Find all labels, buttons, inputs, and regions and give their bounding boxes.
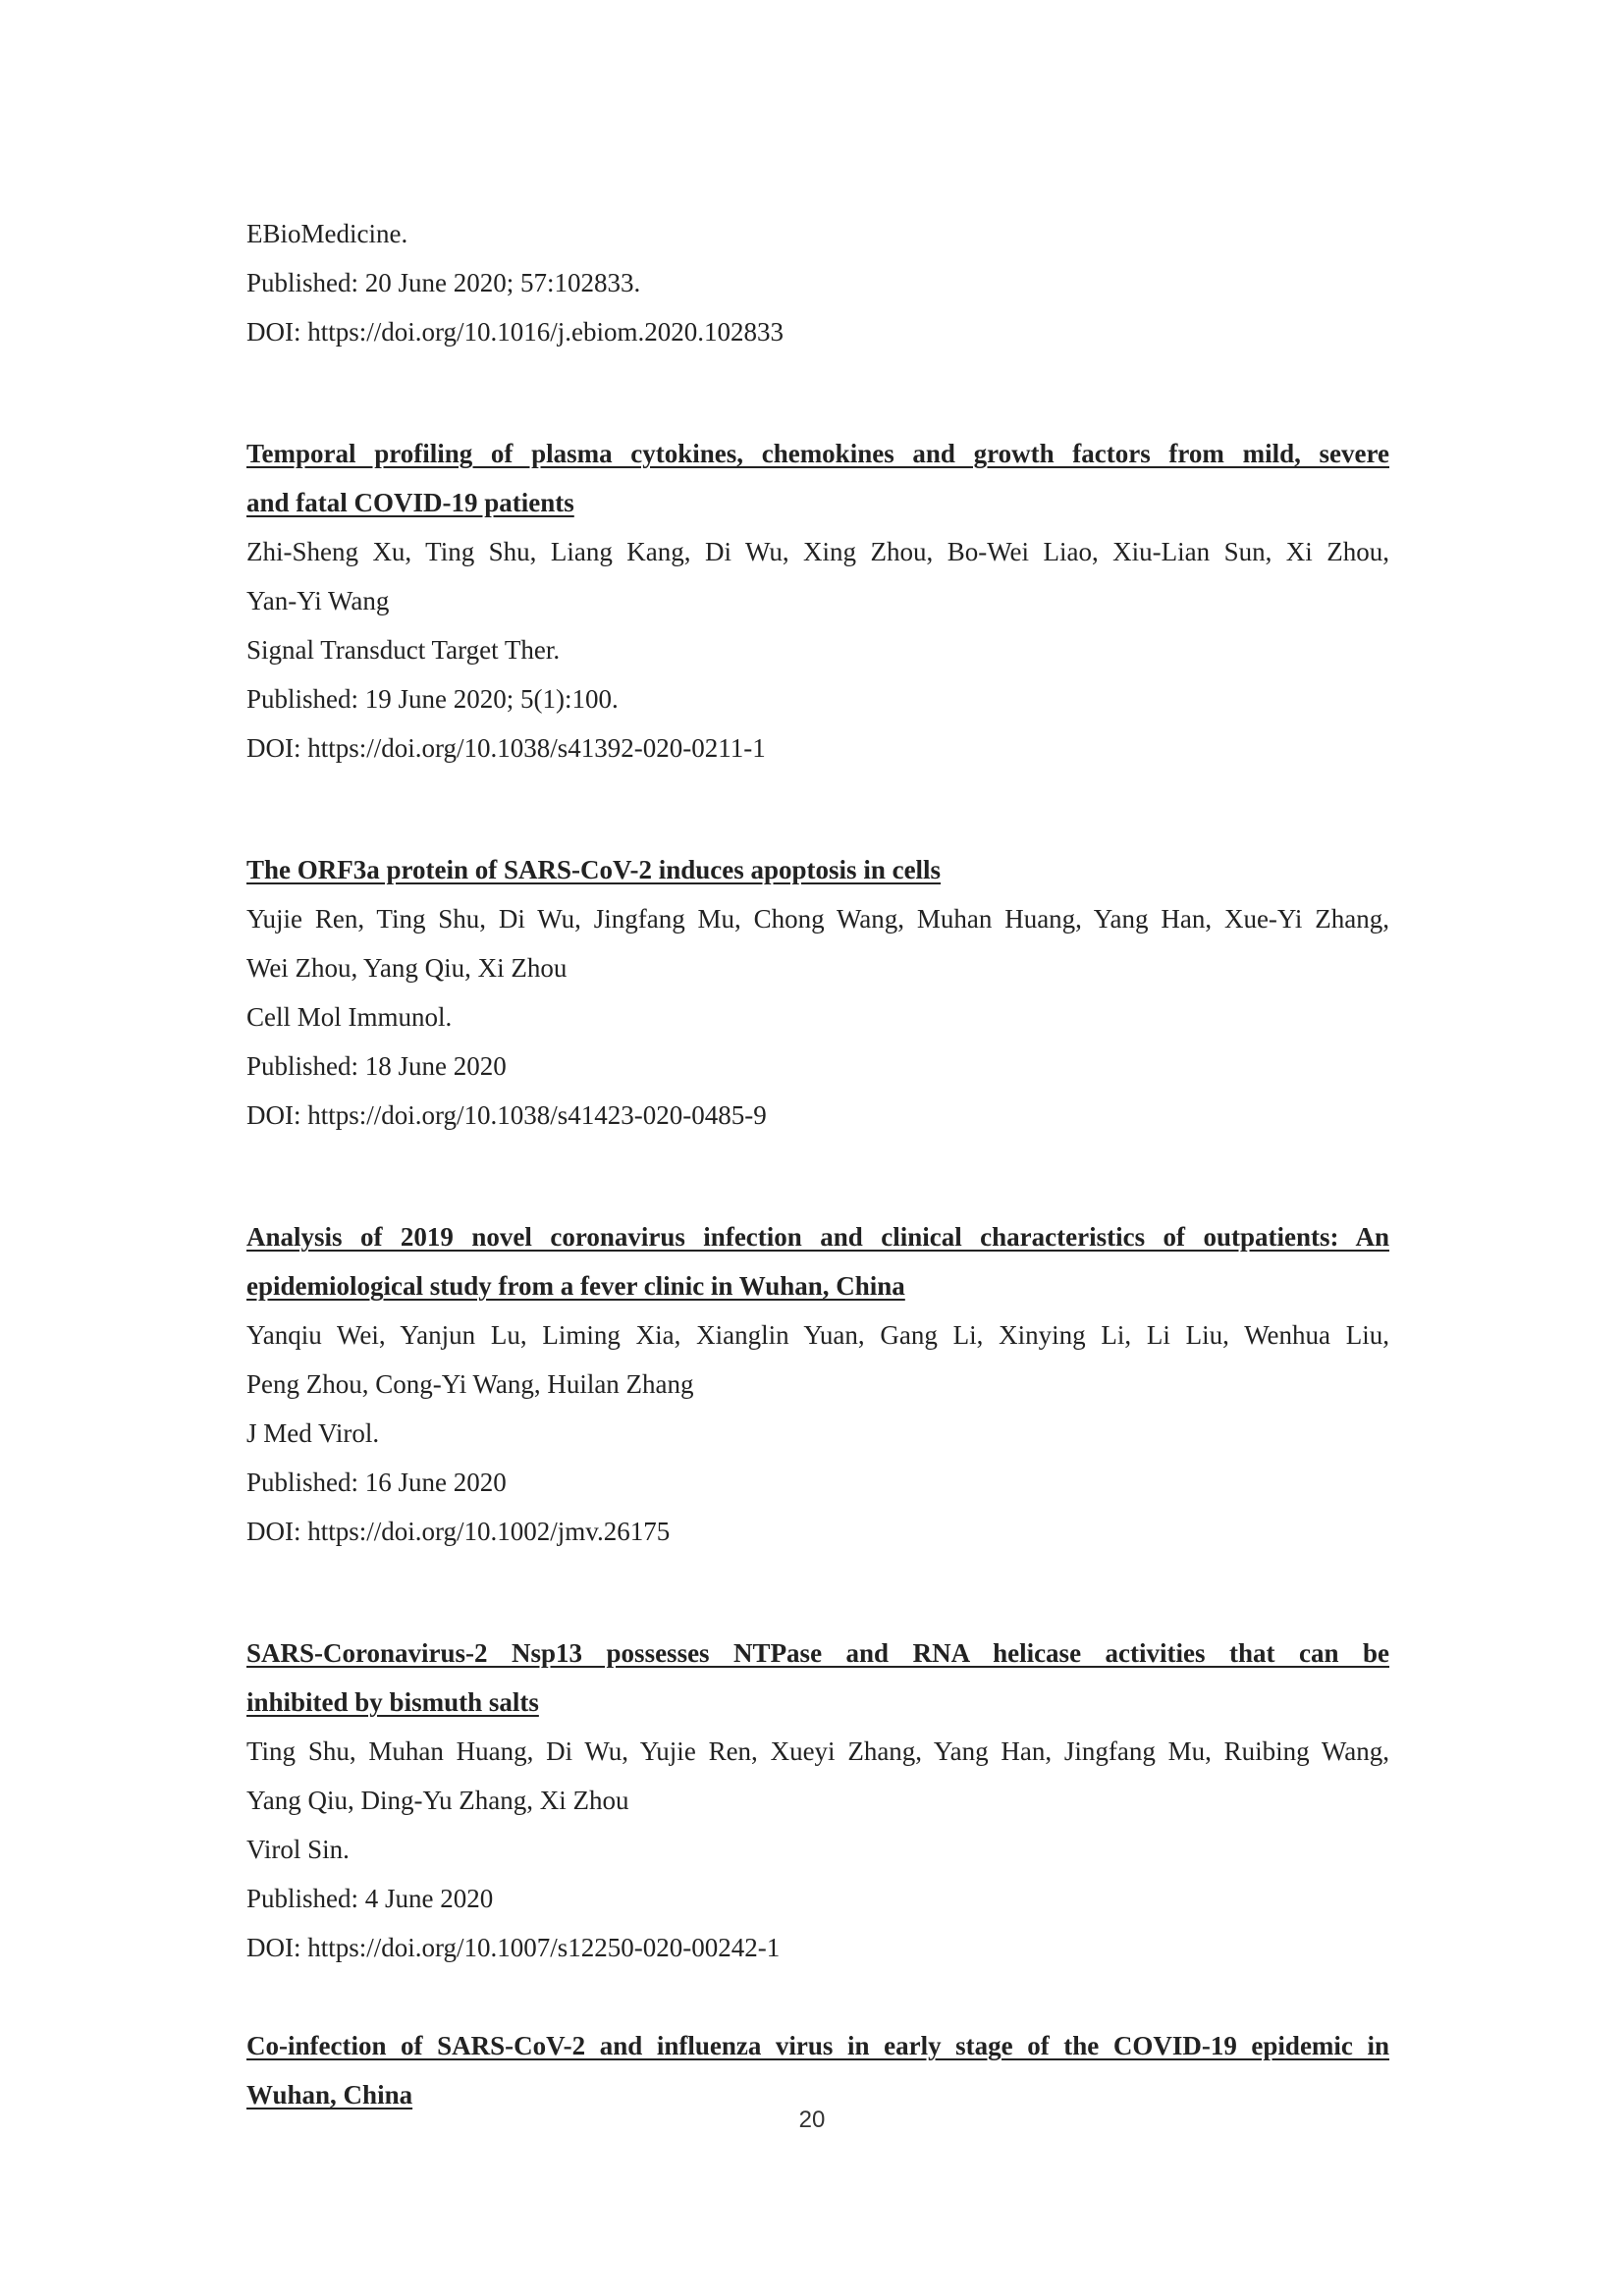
article-title-link[interactable]: inhibited by bismuth salts <box>246 1687 539 1717</box>
references-list <box>246 209 1389 2119</box>
article-title-link[interactable]: The ORF3a protein of SARS-CoV-2 induces apoptosis in cells <box>246 855 942 884</box>
publication-date: Published: 20 June 2020; 57:102833. <box>246 268 641 297</box>
author-list: Zhi-Sheng Xu, Ting Shu, Liang Kang, Di Wu, Xing Zhou, Bo-Wei Liao, Xiu-Lian Sun, Xi Zhou, <box>246 537 1389 566</box>
publication-date: Published: 19 June 2020; 5(1):100. <box>246 684 619 714</box>
doi-link[interactable]: DOI: https://doi.org/10.1007/s12250-020-00242-1 <box>246 1933 781 1962</box>
spacer <box>246 1972 1389 2021</box>
spacer <box>246 773 1389 845</box>
author-list: Ting Shu, Muhan Huang, Di Wu, Yujie Ren, Xueyi Zhang, Yang Han, Jingfang Mu, Ruibing Wang, <box>246 1736 1389 1766</box>
spacer <box>246 1556 1389 1629</box>
article-title-link[interactable]: and fatal COVID-19 patients <box>246 488 574 517</box>
author-list: Yujie Ren, Ting Shu, Di Wu, Jingfang Mu, Chong Wang, Muhan Huang, Yang Han, Xue-Yi Zhang, <box>246 904 1389 934</box>
spacer <box>246 1140 1389 1212</box>
publication-date: Published: 18 June 2020 <box>246 1051 507 1081</box>
author-list: Yan-Yi Wang <box>246 586 390 615</box>
spacer <box>246 356 1389 429</box>
journal-name: J Med Virol. <box>246 1418 380 1448</box>
page-number: 20 <box>798 2107 826 2133</box>
publication-date: Published: 16 June 2020 <box>246 1468 507 1497</box>
journal-name: Cell Mol Immunol. <box>246 1002 453 1032</box>
reference-entry <box>246 845 1389 1140</box>
author-list: Peng Zhou, Cong‐Yi Wang, Huilan Zhang <box>246 1369 694 1399</box>
article-title-link[interactable]: Wuhan, China <box>246 2080 413 2109</box>
reference-entry <box>246 429 1389 773</box>
reference-entry-continued <box>246 209 1389 356</box>
reference-entry <box>246 1629 1389 1972</box>
doi-link[interactable]: DOI: https://doi.org/10.1016/j.ebiom.2020.102833 <box>246 317 785 347</box>
doi-link[interactable]: DOI: https://doi.org/10.1038/s41423-020-0485-9 <box>246 1100 767 1130</box>
author-list: Wei Zhou, Yang Qiu, Xi Zhou <box>246 953 568 983</box>
doi-link[interactable]: DOI: https://doi.org/10.1002/jmv.26175 <box>246 1517 671 1546</box>
reference-entry <box>246 2021 1389 2119</box>
article-title-link[interactable]: epidemiological study from a fever clinic in Wuhan, China <box>246 1271 905 1301</box>
publication-date: Published: 4 June 2020 <box>246 1884 494 1913</box>
journal-name: Virol Sin. <box>246 1835 350 1864</box>
journal-name: Signal Transduct Target Ther. <box>246 635 561 665</box>
author-list: Yanqiu Wei, Yanjun Lu, Liming Xia, Xianglin Yuan, Gang Li, Xinying Li, Li Liu, Wenhua Liu, <box>246 1320 1389 1350</box>
article-title-link[interactable]: Temporal profiling of plasma cytokines, chemokines and growth factors from mild, severe <box>246 439 1389 468</box>
journal-name: EBioMedicine. <box>246 219 408 248</box>
article-title-link[interactable]: Co-infection of SARS-CoV-2 and influenza virus in early stage of the COVID-19 epidemic in <box>246 2031 1389 2060</box>
article-title-link[interactable]: SARS-Coronavirus-2 Nsp13 possesses NTPase and RNA helicase activities that can be <box>246 1638 1389 1668</box>
author-list: Yang Qiu, Ding-Yu Zhang, Xi Zhou <box>246 1786 629 1815</box>
doi-link[interactable]: DOI: https://doi.org/10.1038/s41392-020-0211-1 <box>246 733 766 763</box>
article-title-link[interactable]: Analysis of 2019 novel coronavirus infection and clinical characteristics of outpatients: An <box>246 1222 1389 1252</box>
reference-entry <box>246 1212 1389 1556</box>
